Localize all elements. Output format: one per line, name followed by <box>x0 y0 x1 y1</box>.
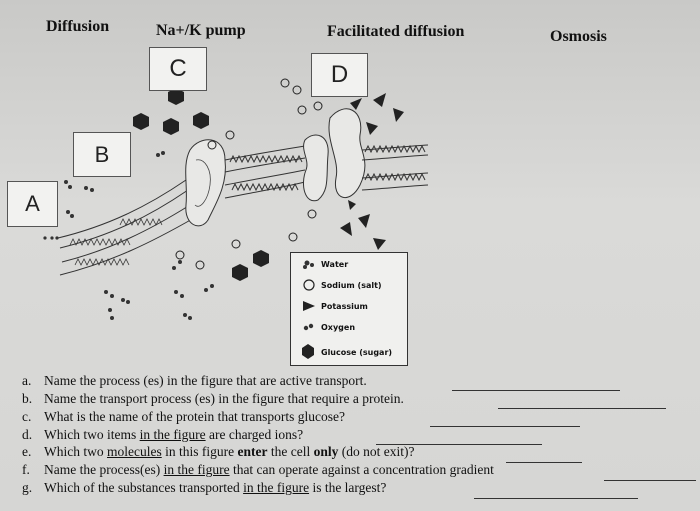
legend-oxygen: Oxygen <box>321 323 356 332</box>
membrane-left <box>58 180 194 275</box>
water-legend-icon <box>303 261 314 270</box>
label-c: C <box>169 55 187 82</box>
carrier-protein <box>329 109 365 198</box>
question-f: f. Name the process(es) in the figure that can operate against a concentration gradient <box>22 462 494 477</box>
pump-protein <box>186 140 226 226</box>
membrane-right <box>362 145 428 190</box>
legend-water: Water <box>321 260 349 269</box>
label-d: D <box>330 61 349 88</box>
answer-line-g[interactable] <box>474 498 638 499</box>
answer-line-c[interactable] <box>430 426 580 427</box>
membrane-middle <box>225 146 305 198</box>
glucose-legend-icon <box>302 344 314 359</box>
potassium-legend-icon <box>303 301 315 311</box>
answer-line-a[interactable] <box>452 390 620 391</box>
label-a: A <box>25 191 40 216</box>
legend-potassium: Potassium <box>321 302 368 311</box>
label-box-c <box>149 47 207 91</box>
question-b: b. Name the transport process (es) in the figure that require a protein. <box>22 391 404 406</box>
label-box-d <box>311 53 368 97</box>
answer-line-e[interactable] <box>506 462 582 463</box>
label-box-b <box>73 132 131 177</box>
figure-legend <box>290 252 408 366</box>
question-g: g. Which of the substances transported in the figure is the largest? <box>22 480 387 495</box>
answer-line-f[interactable] <box>604 480 696 481</box>
header-osmosis: Osmosis <box>550 28 607 45</box>
oxygen-legend-icon <box>304 324 313 330</box>
legend-sodium: Sodium (salt) <box>321 281 382 290</box>
question-d: d. Which two items in the figure are charged ions? <box>22 427 304 442</box>
label-box-a <box>7 181 58 227</box>
header-facilitated-diffusion: Facilitated diffusion <box>327 23 465 40</box>
legend-glucose: Glucose (sugar) <box>321 348 393 357</box>
answer-line-b[interactable] <box>498 408 666 409</box>
header-na-k-pump: Na+/K pump <box>156 22 246 39</box>
question-a: a. Name the process (es) in the figure that are active transport. <box>22 373 367 388</box>
channel-protein <box>303 135 328 201</box>
question-e: e. Which two molecules in this figure enter the cell only (do not exit)? <box>22 444 415 459</box>
question-c: c. What is the name of the protein that transports glucose? <box>22 409 346 424</box>
label-b: B <box>94 141 110 167</box>
header-diffusion: Diffusion <box>46 18 110 35</box>
sodium-legend-icon <box>304 280 314 290</box>
